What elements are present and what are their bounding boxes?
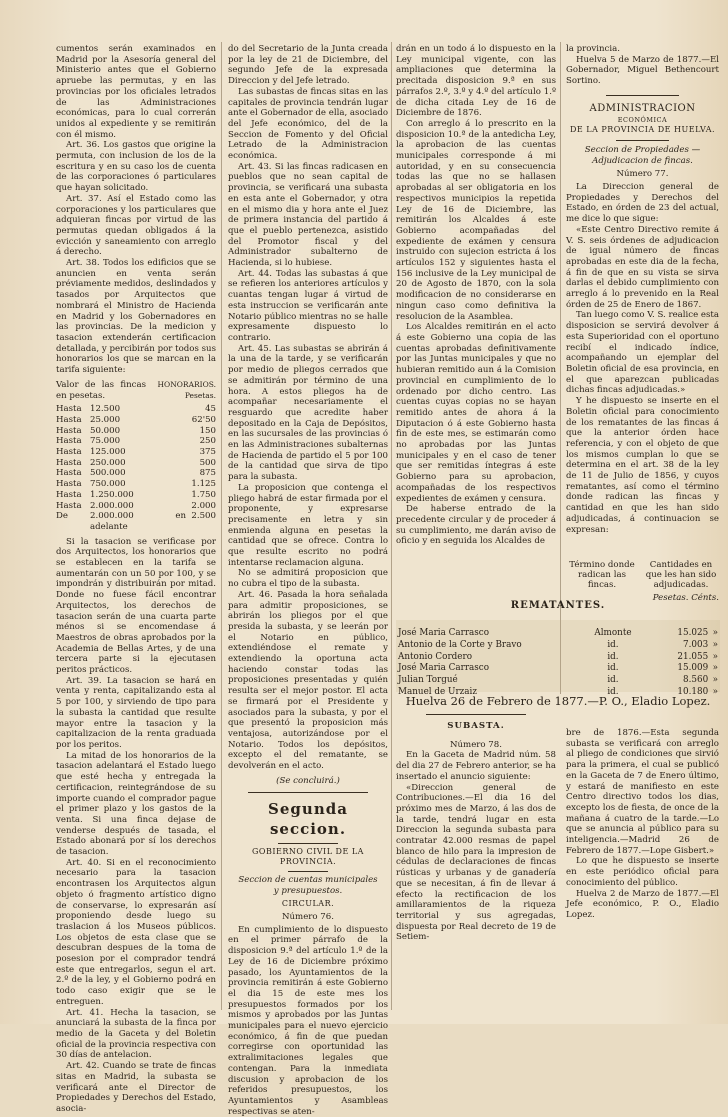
paragraph: No se admitirá proposicion que no cubra el tipo de la subasta. xyxy=(228,568,388,590)
fee-row xyxy=(56,404,216,415)
fee-amount: 75.000 xyxy=(90,436,121,447)
fee-amount: 750.000 xyxy=(90,479,126,490)
fee-row xyxy=(56,447,216,458)
paragraph: Art. 44. Todas las subastas á que se refieren los anteriores artículos y cuantas tengan lugar á virtud de esta instruccion se verificarán ante Notario público mientras no se halle expresamente dispuesto lo contrario. xyxy=(228,268,388,343)
notice-number: Número 78. xyxy=(450,739,502,750)
remate-name: Antonio de la Corte y Bravo xyxy=(398,639,522,650)
fee-row xyxy=(56,511,216,532)
paragraph: drán en un todo á lo dispuesto en la Ley municipal vigente, con las ampliaciones que determina la precitada disposicion 9.ª en sus párrafos 2.º, 3.º y 4.º del artículo 1.º de dicha citada Ley de 16 de Diciembre de 1876. xyxy=(396,44,556,119)
gov-civil-heading: GOBIERNO CIVIL DE LA PROVINCIA. xyxy=(252,846,364,867)
fee-value: 62'50 xyxy=(191,414,216,425)
fee-amount: 125.000 xyxy=(90,447,126,458)
remate-name: Julian Torgué xyxy=(398,675,458,686)
to-be-concluded: (Se concluirá.) xyxy=(276,775,340,786)
paragraph: do del Secretario de la Junta creada por la ley de 21 de Diciembre, del segundo Jefe de la expresada Direccion y del Jefe letrado. xyxy=(228,44,388,87)
paragraph: Art. 43. Si las fincas radicasen en pueblos que no sean capital de provincia, se verificará una subasta en esta ante el Gobernador, y otra en el mismo dia y hora ante el Juez de primera instancia del partido á que el pueblo pertenezca, asistido del Promotor fiscal y del Administrador subalterno de Hacienda, si lo hubiese. xyxy=(228,161,388,269)
fee-row xyxy=(56,468,216,479)
remate-name: José Maria Carrasco xyxy=(398,663,490,674)
remate-row xyxy=(398,628,718,640)
subasta-title: SUBASTA. xyxy=(447,721,505,731)
remates-table xyxy=(398,628,718,699)
column-3 xyxy=(396,44,556,594)
header-amount: Cantidades en que les han sido adjudicadas. xyxy=(645,560,717,590)
fee-label: Hasta xyxy=(56,447,82,458)
column-rule xyxy=(391,42,392,1010)
fee-amount: 250.000 xyxy=(90,457,126,468)
fee-row xyxy=(56,501,216,512)
fee-label: Hasta xyxy=(56,489,82,500)
remate-amount: 15.009 xyxy=(677,663,709,674)
fee-label: Hasta xyxy=(56,468,82,479)
remate-row xyxy=(398,663,718,675)
paragraph: «Direccion general de Contribuciones.—El dia 16 del próximo mes de Marzo, á las dos de la tarde, tendrá lugar en esta Direccion la segunda subasta para contratar 42.000 resmas de papel blanco de hilo para la impresion de cédulas de declaraciones de fincas rústicas y urbanas y de ganadería que se necesitan, á fin de llevar á efecto la rectificacion de los amillaramientos de la riqueza territorial y sus agregadas, dispuesta por Real decreto de 19 de Setiem- xyxy=(396,782,556,943)
remate-name: Manuel de Urzaiz xyxy=(398,686,477,697)
paragraph: Con arreglo á lo prescrito en la disposicion 10.ª de la antedicha Ley, la aprobacion de las cuentas municipales corresponde á mi autoridad, y en su consecuencia todas las que no se hallasen aprobadas al ser obligatoria en los respectivos municipios la repetida Ley de 16 de Diciembre, las remitirán los Alcaldes á este Gobierno acompañadas del expediente de exámen y censura instruido con sujecion estricta á los artículos 152 y siguientes hasta el 156 inclusive de la Ley municipal de 20 de Agosto de 1870, con la sola modificacion de no considerarse en ningun caso como definitiva la resolucion de la Asamblea. xyxy=(396,118,556,322)
paragraph: La Direccion general de Propiedades y Derechos del Estado, en órden de 23 del actual, me dice lo que sigue: xyxy=(566,182,719,225)
divider xyxy=(606,95,679,96)
remate-amount: 21.055 xyxy=(677,651,709,662)
column-rule xyxy=(221,42,222,1010)
fee-label: Hasta xyxy=(56,425,82,436)
remate-row xyxy=(398,640,718,652)
remates-table-header xyxy=(566,560,719,603)
paragraph: En cumplimiento de lo dispuesto en el primer párrafo de la disposicion 9.ª del artículo 1.º de la Ley de 16 de Diciembre próximo pasado, los Ayuntamientos de la provincia remitirán á este Gobierno el dia 15 de este mes los presupuestos formados por los mismos y aprobados por las Juntas municipales para el nuevo ejercicio económico, á fin de que puedan corregirse con oportunidad las extralimitaciones legales que contengan. Para la inmediata discusion y aprobacion de los referidos presupuestos, los Ayuntamientos y Asambleas respectivas se aten- xyxy=(228,924,388,1117)
paragraph: Tan luego como V. S. realice esta disposicion se servirá devolver á esta Superioridad con el oportuno recibí el indicado índice, acompañando un ejemplar del Boletin oficial de esa provincia, en el que aparezcan publicadas dichas fincas adjudicadas.» xyxy=(566,310,719,396)
fee-table xyxy=(56,404,216,532)
remates-signoff: Huelva 26 de Febrero de 1877.—P. O., Eladio Lopez. xyxy=(405,694,711,708)
fee-value: 250 xyxy=(199,436,216,447)
fee-label: Hasta xyxy=(56,457,82,468)
paragraph: Los Alcaldes remitirán en el acto á este Gobierno una copia de las cuentas aprobadas definitivamente por las Juntas municipales y que no hubieran remitido aun á la Comision provincial en cumplimiento de lo ordenado por dicho centro. Las cuentas cuyas copias no se hayan remitido antes de ahora á la Diputacion ó á este Gobierno hasta fin de este mes, se estimarán como no aprobadas por las Juntas municipales y en el caso de tener que ser remitidas íntegras á este Gobierno para su aprobacion, acompañadas de los respectivos expedientes de exámen y censura. xyxy=(396,322,556,504)
fee-value: 2.000 xyxy=(191,500,216,511)
divider xyxy=(426,714,526,715)
fee-label: Hasta xyxy=(56,414,82,425)
remate-mark: » xyxy=(712,663,718,674)
remate-name: José Maria Carrasco xyxy=(398,628,490,638)
remate-mark: » xyxy=(712,651,718,662)
remate-mark: » xyxy=(712,639,718,650)
remate-place: id. xyxy=(607,639,619,650)
signoff: Huelva 5 de Marzo de 1877.—El Gobernador, Miguel Bethencourt Sortino. xyxy=(566,54,719,87)
admin-subtitle: ECONÓMICA xyxy=(617,115,668,124)
paragraph: Art. 46. Pasada la hora señalada para admitir proposiciones, se abrirán los pliegos por el que presida la subasta, y se leerán por el Notario en público, extendiéndose el remate y extendiendo la oportuna acta haciendo constar todas las proposiciones presentadas y quién resulta ser el mejor postor. El acta se firmará por el Presidente y asociados para la subasta, y por el que presentó la proposicion más ventajosa, autorizándose por el Notario. Todos los depósitos, excepto el del rematante, se devolverán en el acto. xyxy=(228,589,388,772)
paragraph: Las subastas de fincas sitas en las capitales de provincia tendrán lugar ante el Gobernador de ella, asociado del Jefe económico, del de la Seccion de Fomento y del Oficial Letrado de la Administracion económica. xyxy=(228,86,388,162)
remate-place: Almonte xyxy=(594,628,632,638)
fee-value: 1.750 xyxy=(191,489,216,500)
fee-label: De xyxy=(56,511,68,522)
notice-number: Número 76. xyxy=(282,912,334,923)
paragraph: Si la tasacion se verificase por dos Arquitectos, los honorarios que se establecen en la tarifa se aumentarán con un 50 por 100, y se impondrán y distribuirán por mitad. Donde no fuese fácil encontrar Arquitectos, los derechos de tasacion serán de una cuarta parte ménos si se encomendase á Maestros de obras aprobados por la Academia de Bellas Artes, y de una tercera parte si la ejecutasen peritos prácticos. xyxy=(56,536,216,676)
fee-label: Hasta xyxy=(56,436,82,447)
divider xyxy=(278,843,338,844)
paragraph: Art. 41. Hecha la tasacion, se anunciará la subasta de la finca por medio de la Gaceta y del Boletin oficial de la provincia respectiva con 30 días de antelacion. xyxy=(56,1007,216,1061)
subasta-column xyxy=(396,710,556,943)
paragraph: bre de 1876.—Esta segunda subasta se verificará con arreglo al pliego de condiciones que sirvió para la primera, el cual se publicó en la Gaceta de 7 de Enero último, y estará de manifiesto en este Centro directivo todos los dias, excepto los de fiesta, de once de la mañana á cuatro de la tarde.—Lo que se anuncia al público para su inteligencia.—Madrid 26 de Febrero de 1877.—Lope Gisbert.» xyxy=(566,728,719,856)
fee-amount: 25.000 xyxy=(90,414,121,425)
fee-label: Hasta xyxy=(56,404,82,415)
remate-amount: 10.180 xyxy=(677,686,709,697)
admin-province: DE LA PROVINCIA DE HUELVA. xyxy=(569,125,716,135)
subasta-column-continued xyxy=(566,710,719,921)
remate-place: id. xyxy=(607,686,619,697)
remate-row xyxy=(398,675,718,687)
fee-amount: 1.250.000 xyxy=(90,489,134,500)
paragraph: Art. 45. Las subastas se abrirán á la una de la tarde, y se verificarán por medio de pliegos cerrados que se admitirán por término de una hora. A estos pliegos ha de acompañar necesariamente el resguardo que acredite haber depositado en la Caja de Depósitos, en las sucursales de las provincias ó en las Administraciones subalternas de Hacienda de partido el 5 por 100 de la cantidad que sirva de tipo para la subasta. xyxy=(228,343,388,483)
column-1 xyxy=(56,44,216,1114)
paragraph: La mitad de los honorarios de la tasacion adelantará el Estado luego que esté hecha y entregada la certificacion, reintegrándose de su importe cuando el comprador pague el primer plazo y los gastos de la venta. Si una finca dejase de venderse después de tasada, el Estado abonará por sí los derechos de tasacion. xyxy=(56,750,216,858)
divider xyxy=(616,140,669,141)
fee-row xyxy=(56,426,216,437)
remate-row xyxy=(398,652,718,664)
column-4 xyxy=(566,44,719,594)
divider xyxy=(288,871,328,872)
column-2 xyxy=(228,44,388,1117)
remate-mark: » xyxy=(712,686,718,697)
fee-amount: 2.000.000 xyxy=(90,500,134,511)
fee-amount: 500.000 xyxy=(90,468,126,479)
fee-header-left: Valor de las fincas en pesetas. xyxy=(56,379,146,401)
remate-place: id. xyxy=(607,663,619,674)
paragraph: Y he dispuesto se inserte en el Boletin oficial para conocimiento de los rematantes de las fincas á que la anterior órden hace referencia, y con el objeto de que los mismos cumplan lo que se determina en el art. 38 de la ley de 11 de Julio de 1856, y cuyos rematantes, así como el término donde radican las fincas y cantidad en que les han sido adjudicadas, á continuacion se expresan: xyxy=(566,396,719,535)
paragraph: En la Gaceta de Madrid núm. 58 del dia 27 de Febrero anterior, se ha insertado el anuncio siguiente: xyxy=(396,750,556,782)
fee-value: 875 xyxy=(199,468,216,479)
fee-value: 375 xyxy=(199,447,216,458)
fee-amount: 2.000.000 en adelante xyxy=(90,511,186,532)
fee-value: 2.500 xyxy=(191,511,216,522)
paragraph: Art. 36. Los gastos que origine la permuta, con inclusion de los de la escritura y en su caso los de cuenta de las corporaciones ó particulares que hayan solicitado. xyxy=(56,140,216,194)
remate-mark: » xyxy=(712,628,718,638)
paragraph: la provincia. xyxy=(566,44,620,54)
header-term: Término donde radican las fincas. xyxy=(569,560,635,590)
remate-name: Antonio Cordero xyxy=(398,651,472,662)
fee-label: Hasta xyxy=(56,500,82,511)
remate-place: id. xyxy=(607,651,619,662)
fee-row xyxy=(56,415,216,426)
subsection-heading: Seccion de cuentas municipales y presupuestos. xyxy=(238,874,378,896)
remate-amount: 15.025 xyxy=(677,628,709,638)
paragraph: cumentos serán examinados en Madrid por la Asesoría general del Ministerio antes que el Gobierno apruebe las permutas, y en las provincias por los oficiales letrados de las Administraciones económicas, para lo cual correrán unidos al expediente y se remitirán con él mismo. xyxy=(56,44,216,140)
paragraph: Art. 38. Todos los edificios que se anuncien en venta serán préviamente medidos, deslindados y tasados por Arquitectos que nombrará el Ministro de Hacienda en Madrid y los Gobernadores en las provincias. De la medicion y tasacion extenderán certificacion detallada, y percibirán por todos sus honorarios los que se marcan en la tarifa siguiente: xyxy=(56,258,216,376)
paragraph: Art. 40. Si en el reconocimiento necesario para la tasacion encontrasen los Arquitectos algun objeto ó fragmento artístico digno de conservarse, lo expresarán así proponiendo desde luego su traslacion á los Museos públicos. Los objetos de esta clase que se descubran despues de la toma de posesion por el comprador tendrá este que entregarlos, segun el art. 2.º de la ley, y el Gobierno podrá en todo caso exigir que se le entreguen. xyxy=(56,857,216,1007)
signoff: Huelva 2 de Marzo de 1877.—El Jefe económico, P. O., Eladio Lopez. xyxy=(566,888,719,920)
paragraph: Art. 42. Cuando se trate de fincas sitas en Madrid, la subasta se verificará ante el Director de Propiedades y Derechos del Estado, asocia- xyxy=(56,1061,216,1114)
divider xyxy=(248,792,368,793)
remate-mark: » xyxy=(712,675,718,686)
paragraph: Art. 39. La tasacion se hará en venta y renta, capitalizando esta al 5 por 100, y sirviendo de tipo para la subasta la cantidad que resulte mayor entre la tasacion y la capitalizacion de la renta graduada por los peritos. xyxy=(56,675,216,750)
notice-number: Número 77. xyxy=(616,169,669,180)
remate-amount: 7.003 xyxy=(683,639,709,650)
admin-title: ADMINISTRACION xyxy=(589,102,696,114)
fee-value: 45 xyxy=(205,404,216,415)
fee-value: 1.125 xyxy=(191,479,216,490)
fee-label: Hasta xyxy=(56,479,82,490)
fee-value: 500 xyxy=(199,457,216,468)
header-units: Pesetas. Cénts. xyxy=(652,593,719,603)
fee-value: 150 xyxy=(199,425,216,436)
fee-amount: 50.000 xyxy=(90,425,121,436)
paragraph: «Este Centro Directivo remite á V. S. seis órdenes de adjudicacion de igual número de fincas aprobadas en este dia de la fecha, á fin de que en su vista se sirva darlas el debido cumplimiento con arreglo á lo prevenido en la Real órden de 25 de Enero de 1867. xyxy=(566,224,719,310)
fee-row xyxy=(56,436,216,447)
fee-row xyxy=(56,479,216,490)
section-title: Segunda seccion. xyxy=(268,799,348,838)
fee-row xyxy=(56,458,216,469)
remate-place: id. xyxy=(607,675,619,686)
paragraph: De haberse entrado de la precedente circular y de proceder á su cumplimiento, me darán aviso de oficio y en seguida los Alcaldes de xyxy=(396,504,556,547)
remates-title: REMATANTES. xyxy=(510,600,606,611)
circular-label: CIRCULAR. xyxy=(281,899,335,909)
fee-table-header xyxy=(56,380,216,401)
paragraph: Lo que he dispuesto se inserte en este periódico oficial para conocimiento del público. xyxy=(566,856,719,888)
section-heading: Seccion de Propiedades —Adjudicacion de fincas. xyxy=(584,144,701,166)
remate-amount: 8.560 xyxy=(683,675,709,686)
fee-amount: 12.500 xyxy=(90,404,121,415)
column-rule xyxy=(560,42,561,694)
fee-header-right: HONORARIOS. Pesetas. xyxy=(157,379,216,400)
fee-row xyxy=(56,490,216,501)
paragraph: Art. 37. Así el Estado como las corporaciones y los particulares que adquieran fincas por virtud de las permutas quedan obligados á la evicción y saneamiento con arreglo á derecho. xyxy=(56,193,216,258)
paragraph: La proposicion que contenga el pliego habrá de estar firmada por el proponente, y expresarse precisamente en letra y sin enmienda alguna en pesetas la cantidad que se ofrece. Contra lo que resulte escrito no podrá intentarse reclamacion alguna. xyxy=(228,482,388,568)
